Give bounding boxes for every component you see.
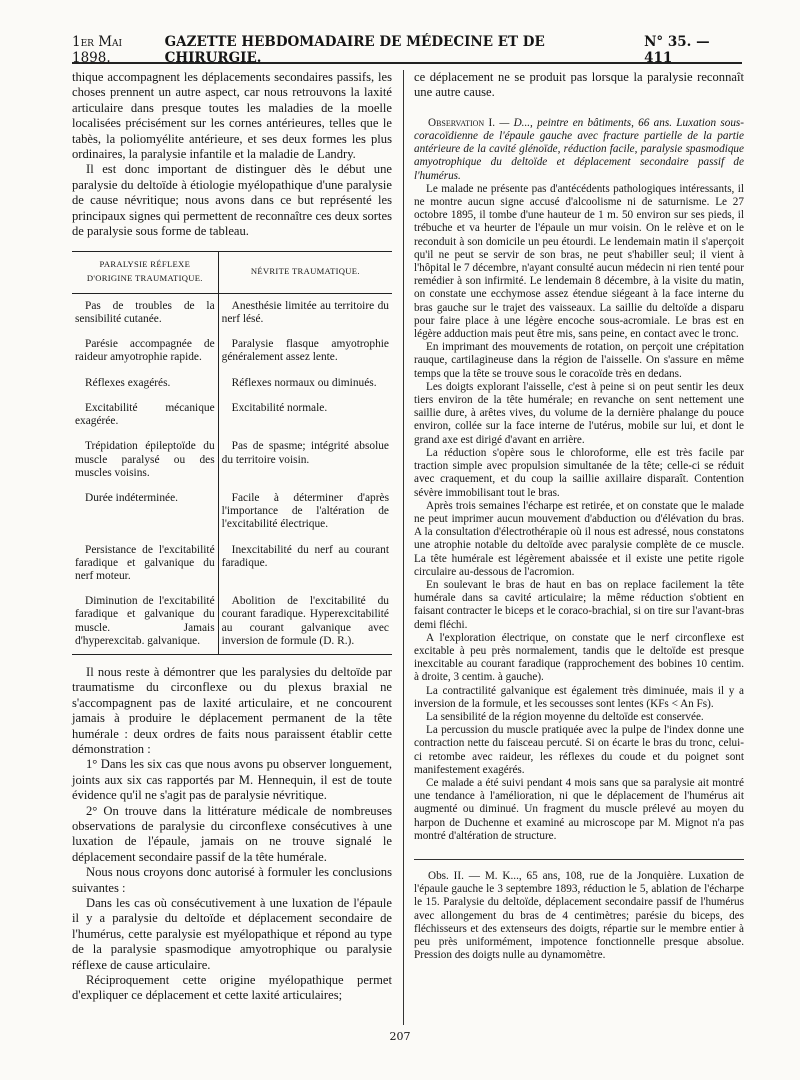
reflex-cell: Excitabilité mécanique exagérée. bbox=[72, 396, 218, 434]
issue-date: 1er Mai 1898. bbox=[72, 34, 123, 66]
paragraph: Nous nous croyons donc autorisé à formuler les conclusions suivantes : bbox=[72, 865, 392, 895]
neuritis-cell: Réflexes normaux ou diminués. bbox=[231, 376, 377, 389]
table-row bbox=[72, 371, 392, 396]
paragraph: Réciproquement cette origine myélopathique permet d'expliquer ce déplacement et cette laxité articulaires; bbox=[72, 973, 392, 1003]
reflex-cell: Diminution de l'excitabilité faradique et galvanique du muscle. Jamais d'hyperexcitab. galvanique. bbox=[72, 589, 218, 654]
paragraph: Obs. II. — M. K..., 65 ans, 108, rue de la Jonquière. Luxation de l'épaule gauche le 3 septembre 1893, réduction le 5, ablation de l'écharpe le 15. Paralysie du deltoïde, déplacement secondaire passif de l'humérus avec allongement du bras de 4 centimètres; parésie du biceps, des fléchisseurs et des extenseurs des doigts, répartie sur le membre entier à peu près uniformément, impotence fonctionnelle presque absolue. Pression des doigts nulle au dynamomètre. bbox=[414, 869, 744, 962]
table-row bbox=[72, 486, 392, 538]
neuritis-cell: Anesthésie limitée au territoire du nerf lésé. bbox=[221, 299, 389, 326]
comparison-table bbox=[72, 251, 392, 654]
paragraph: Il nous reste à démontrer que les paralysies du deltoïde par traumatisme du circonflexe ou du plexus braxial ne s'accompagnent pas de laxité articulaire, et ne concourent jamais à produire le déplacement permanent de la tête humérale : deux ordres de faits nous paraissent établir cette démonstration : bbox=[72, 664, 392, 756]
paragraph: A l'exploration électrique, on constate que le nerf circonflexe est excitable à peu près normalement, tandis que le deltoïde est presque inexcitable au courant faradique (rapprochement des bobines 10 centim. à droite, 3 centim. à gauche). bbox=[414, 631, 744, 684]
table-row bbox=[72, 293, 392, 332]
issue-number: N° 35. — 411 bbox=[644, 34, 710, 66]
neuritis-cell: Abolition de l'excitabilité du courant faradique. Hyperexcitabilité au courant galvanique avec inversion de formule (D. R.). bbox=[218, 589, 392, 654]
table-row bbox=[72, 434, 392, 486]
observation-heading bbox=[414, 117, 744, 183]
paragraph: La sensibilité de la région moyenne du deltoïde est conservée. bbox=[426, 710, 704, 723]
paragraph: Ce malade a été suivi pendant 4 mois sans que sa paralysie ait montré une tendance à l'amélioration, ni que le déplacement de l'humérus ait augmenté ou diminué. Un fragment du muscle prélevé au moyen du harpon de Duchenne et examiné au microscope par M. Mignot n'a pas montré d'altération de structure. bbox=[414, 776, 744, 842]
reflex-cell: Persistance de l'excitabilité faradique et galvanique du nerf moteur. bbox=[72, 538, 218, 590]
paragraph: ce déplacement ne se produit pas lorsque la paralysie reconnaît une autre cause. bbox=[414, 70, 744, 100]
observation-title: — D..., peintre en bâtiments, 66 ans. Luxation sous-coracoïdienne de l'épaule gauche avec fracture partielle de la partie antérieure de la cavité glénoïde, réduction facile, paralysie spasmodique amyotrophique du deltoïde et déplacement secondaire passif de l'humérus. bbox=[414, 116, 744, 182]
neuritis-cell: Excitabilité normale. bbox=[231, 401, 328, 414]
paragraph: En imprimant des mouvements de rotation, on perçoit une crépitation rauque, cartilagineuse dans la région de l'aisselle. On s'assure en même temps que la tête se trouve sous le coracoïde très en dedans. bbox=[414, 341, 744, 380]
neuritis-cell: Inexcitabilité du nerf au courant faradique. bbox=[221, 543, 389, 569]
reflex-cell: Durée indéterminée. bbox=[72, 486, 218, 538]
reflex-cell: Pas de troubles de la sensibilité cutanée. bbox=[72, 293, 218, 332]
table-row bbox=[72, 538, 392, 590]
reflex-cell: Trépidation épileptoïde du muscle paralysé ou des muscles voisins. bbox=[72, 434, 218, 486]
paragraph: thique accompagnent les déplacements secondaires passifs, les choses prennent un autre aspect, car nous retrouvons la laxité articulaire dans presque toutes les maladies de la moelle localisées précisément sur les cornes antérieures, telles que le tabès, la poliomyélite antérieure, et ses deux formes les plus ordinaires, la paralysie infantile et la maladie de Landry. bbox=[72, 70, 392, 162]
paragraph: Les doigts explorant l'aisselle, c'est à peine si on peut sentir les deux tiers environ de la tête humérale; en revanche on sent nettement une saillie dure, à arêtes vives, du volume de la dernière phalange du pouce environ, collée sur la face interne de l'utérus, mobile sur lui, et dont le grand axe est dirigé d'avant en arrière. bbox=[414, 380, 744, 446]
table-row bbox=[72, 396, 392, 434]
neuritis-cell: Paralysie flasque amyotrophie généralement assez lente. bbox=[221, 338, 389, 364]
observation-2 bbox=[414, 859, 744, 962]
paragraph: Le malade ne présente pas d'antécédents pathologiques intéressants, il ne montre aucun signe accusé d'alcoolisme ni de saturnisme. Le 27 octobre 1895, il tombe d'une hauteur de 1 m. 50 environ sur ses pieds, il trébuche et va heurter de l'épaule un mur voisin. On le relève et on le reconduit à son domicile un peu étourdi. Le lendemain matin il s'aperçoit qu'il ne peut se servir de son bras, ne peut s'habiller seul; il vient à l'hôpital le 7 décembre, n'ayant consulté aucun médecin ni rien tenté pour remédier à son infirmité. Le lendemain 8 décembre, à la visite du matin, on constate une ecchymose assez étendue siégeant à la face interne du bras gauche sur le trajet des vaisseaux. La saillie du deltoïde a disparu pour faire place à une légère encoche sous-acromiale. Le bras est en légère adduction mais peut être mis, sans peine, en contact avec le tronc. bbox=[414, 182, 744, 341]
reflex-cell: Réflexes exagérés. bbox=[72, 371, 218, 396]
paragraph: 1° Dans les six cas que nous avons pu observer longuement, joints aux six cas rapportés par M. Hennequin, il est de toute évidence qu'il ne s'agit pas de paralysie névritique. bbox=[72, 757, 392, 803]
table-header-neuritis: NÉVRITE TRAUMATIQUE. bbox=[218, 252, 392, 293]
column-divider bbox=[403, 70, 404, 1025]
paragraph: Après trois semaines l'écharpe est retirée, et on constate que le malade ne peut imprimer aucun mouvement d'abduction ou d'élévation du bras. A la consultation d'électrothérapie où il nous est adressé, nous constatons une atrophie notable du deltoïde avec paralysie complète de ce muscle. La tête humérale est légèrement abaissée et il existe une petite rigole circulaire au-dessous de l'acromion. bbox=[414, 499, 744, 578]
journal-title: GAZETTE HEBDOMADAIRE DE MÉDECINE ET DE CHIRURGIE. bbox=[164, 34, 545, 66]
neuritis-cell: Pas de spasme; intégrité absolue du territoire voisin. bbox=[221, 440, 389, 466]
page-number: 207 bbox=[389, 1030, 411, 1043]
paragraph: La réduction s'opère sous le chloroforme, elle est très facile par traction simple avec propulsion simultanée de la tête; celle-ci se réduit avec craquement, et du coup la saillie axillaire disparaît. Contention sévère immobilisant tout le bras. bbox=[414, 446, 744, 499]
paragraph: La contractilité galvanique est également très diminuée, mais il y a inversion de la formule, et les secousses sont lentes (KFs < An Fs). bbox=[414, 684, 744, 710]
paragraph: En soulevant le bras de haut en bas on replace facilement la tête humérale dans sa cavité articulaire; la même réduction s'obtient en faisant contracter le biceps et le coraco-brachial, si on tire sur l'avant-bras demi fléchi. bbox=[414, 578, 744, 631]
left-column bbox=[72, 70, 392, 1004]
header-rule bbox=[72, 62, 742, 64]
observation-body bbox=[414, 183, 744, 843]
table-row bbox=[72, 589, 392, 654]
table-header-reflex: PARALYSIE RÉFLEXE D'ORIGINE TRAUMATIQUE. bbox=[72, 252, 218, 293]
reflex-cell: Parésie accompagnée de raideur amyotrophie rapide. bbox=[72, 332, 218, 370]
right-column bbox=[414, 70, 744, 962]
neuritis-cell: Facile à déterminer d'après l'importance de l'altération de l'excitabilité électrique. bbox=[221, 491, 389, 531]
table-row bbox=[72, 332, 392, 370]
paragraph: Dans les cas où consécutivement à une luxation de l'épaule il y a paralysie du deltoïde et déplacement secondaire de l'humérus, cette paralysie est myélopathique et répond au type de la paralysie spasmodique amyotrophique ou paralysie réflexe de cause articulaire. bbox=[72, 896, 392, 972]
paragraph: La percussion du muscle pratiquée avec la pulpe de l'index donne une contraction nette du faisceau percuté. Si on écarte le bras du tronc, celui-ci retombe avec raideur, les réflexes du coude et du poignet sont manifestement exagérés. bbox=[414, 724, 744, 776]
paragraph: 2° On trouve dans la littérature médicale de nombreuses observations de paralysie du circonflexe consécutives à une luxation de l'épaule, jamais on ne trouve signalé le déplacement secondaire passif de la tête humérale. bbox=[72, 803, 392, 864]
observation-label: Observation I. bbox=[428, 116, 496, 129]
paragraph: Il est donc important de distinguer dès le début une paralysie du deltoïde à étiologie myélopathique d'une paralysie de cause névritique; nous avons dans ce but représenté les principaux signes qui permettent de reconnaître ces deux sortes de paralysie sous forme de tableau. bbox=[72, 162, 392, 239]
